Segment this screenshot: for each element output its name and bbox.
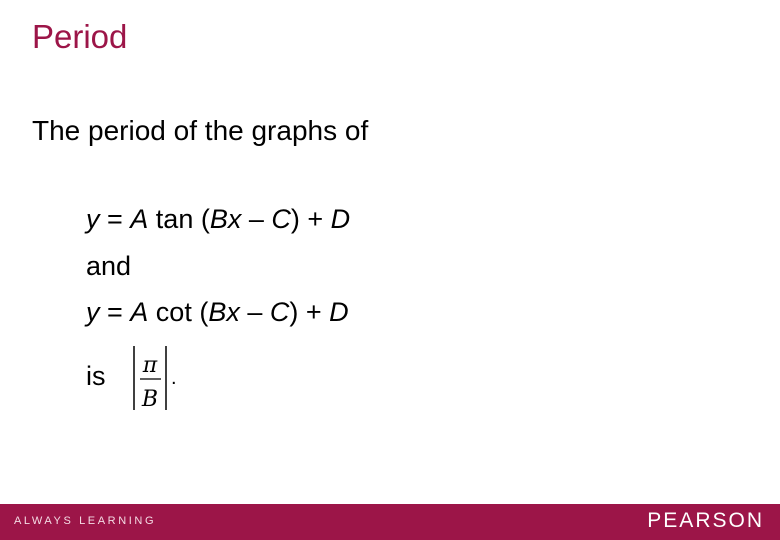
eq2-equals: =: [99, 297, 131, 327]
formula-period-mark: .: [171, 367, 177, 389]
eq1-y: y: [86, 204, 100, 234]
formula-denominator: B: [141, 387, 159, 412]
eq1-minus: –: [241, 204, 272, 234]
tan-equation: [86, 201, 350, 237]
intro-text: [32, 112, 368, 150]
eq1-equals: =: [99, 204, 131, 234]
footer-bar: [0, 504, 780, 540]
intro-before: The: [32, 115, 89, 146]
eq1-plus: ) +: [290, 204, 331, 234]
eq2-c: C: [269, 297, 290, 327]
pearson-logo: PEARSON: [647, 509, 764, 532]
eq2-d: D: [329, 297, 349, 327]
eq2-plus: ) +: [289, 297, 330, 327]
eq1-function: tan (: [148, 204, 210, 234]
eq2-minus: –: [239, 297, 270, 327]
intro-keyword: period: [88, 115, 166, 146]
eq1-bx: Bx: [209, 204, 242, 234]
eq1-a: A: [130, 204, 149, 234]
formula-numerator: π: [142, 353, 158, 378]
eq2-function: cot (: [148, 297, 209, 327]
eq1-c: C: [271, 204, 291, 234]
eq2-y: y: [86, 297, 100, 327]
result-label: is: [86, 361, 106, 391]
eq2-a: A: [130, 297, 149, 327]
eq2-bx: Bx: [208, 297, 240, 327]
intro-after: of the graphs of: [165, 115, 369, 146]
connector-text: and: [86, 251, 132, 281]
cot-equation: [86, 294, 349, 330]
eq1-d: D: [330, 204, 351, 234]
period-formula: [130, 344, 182, 414]
slide-title: Period: [32, 18, 128, 55]
footer-tagline: ALWAYS LEARNING: [14, 515, 157, 527]
